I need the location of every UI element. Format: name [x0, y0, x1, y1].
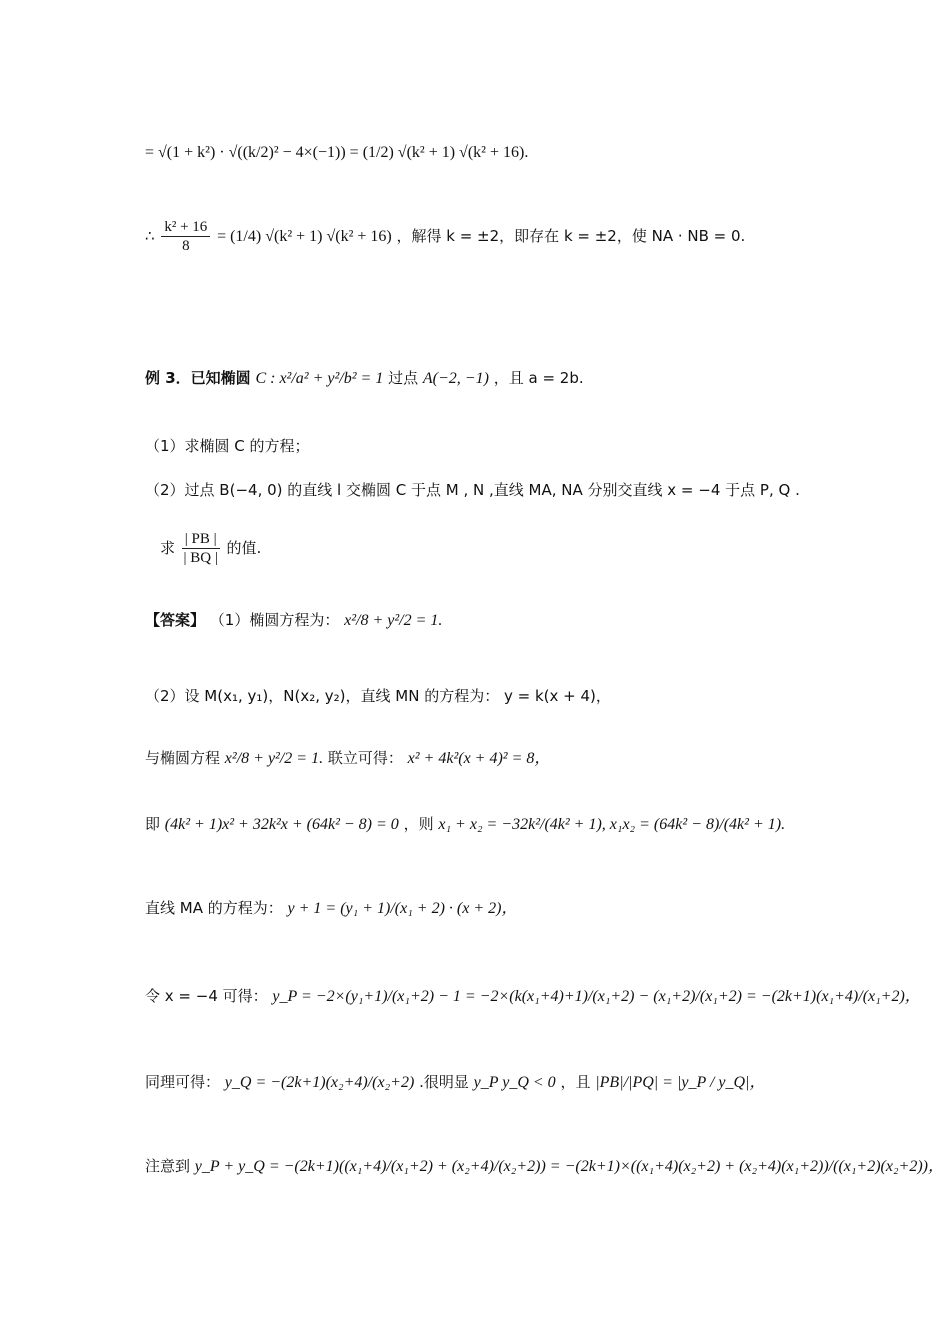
through-point-text: 过点: [388, 369, 419, 387]
ellipse-equation: C : x²/a² + y²/b² = 1: [255, 370, 384, 387]
ellipse-result: x²/8 + y²/2 = 1.: [344, 612, 443, 629]
solution-text: ，解得 k = ±2，即存在 k = ±2，使 NA · NB = 0.: [396, 227, 746, 245]
answer-sum: 注意到 y_P + y_Q = −(2k+1)((x₁+4)/(x₁+2) + (x₂+4)/(x₂+2)) = −(2k+1)×((x₁+4)(x₂+2) + (x₂+4)(x₁+2))/((x₁+2)(x₂+2))，: [145, 1157, 944, 1175]
therefore-symbol: ∴: [145, 227, 155, 245]
answer-line-ma: 直线 MA 的方程为： y + 1 = (y₁ + 1)/(x₁ + 2) · (x + 2)，: [145, 899, 518, 917]
condition-text: ，且 a = 2b.: [493, 369, 584, 387]
derivation-line-2: [145, 218, 745, 255]
answer-1: 【答案】 （1）椭圆方程为： x²/8 + y²/2 = 1.: [145, 611, 443, 629]
formula-distance: = √(1 + k²) · √((k/2)² − 4×(−1)) = (1/2) √(k² + 1) √(k² + 16).: [145, 144, 529, 161]
answer-tag: 【答案】: [145, 611, 206, 629]
answer-yq: 同理可得： y_Q = −(2k+1)(x₂+4)/(x₂+2) .很明显 y_P y_Q < 0 ，且 |PB|/|PQ| = |y_P / y_Q|，: [145, 1073, 766, 1091]
answer-quadratic: 即 (4k² + 1)x² + 32k²x + (64k² − 8) = 0 ，则 x₁ + x₂ = −32k²/(4k² + 1), x₁x₂ = (64k² − 8)/(4k² + 1).: [145, 815, 786, 833]
point-a: A(−2, −1): [422, 370, 489, 387]
answer-substitution: 与椭圆方程 x²/8 + y²/2 = 1. 联立可得： x² + 4k²(x + 4)² = 8，: [145, 749, 551, 767]
example-label: 例 3．已知椭圆: [145, 369, 251, 387]
example-3-statement: [145, 368, 584, 389]
fraction-k2-16-over-8: $\frac{\text{k² + 16}}{8}$: [161, 218, 210, 255]
rhs-expression: = (1/4) √(k² + 1) √(k² + 16): [217, 228, 392, 245]
question-1: （1）求椭圆 C 的方程；: [145, 437, 310, 455]
question-2-ratio: 求 $\frac{| PB |}{| BQ |}$ 的值.: [160, 531, 262, 566]
answer-yp: 令 x = −4 可得： y_P = −2×(y₁+1)/(x₁+2) − 1 = −2×(k(x₁+4)+1)/(x₁+2) − (x₁+2)/(x₁+2) = −(2k+1)(x₁+4)/(x₁+2)，: [145, 987, 921, 1005]
answer-2-setup: （2）设 M(x₁, y₁)，N(x₂, y₂)，直线 MN 的方程为： y = k(x + 4)，: [145, 687, 611, 705]
question-2: （2）过点 B(−4, 0) 的直线 l 交椭圆 C 于点 M , N ,直线 MA, NA 分别交直线 x = −4 于点 P, Q .: [145, 481, 800, 499]
derivation-line-1: [145, 142, 528, 163]
fraction-pb-over-bq: $\frac{| PB |}{| BQ |}$: [183, 531, 218, 566]
